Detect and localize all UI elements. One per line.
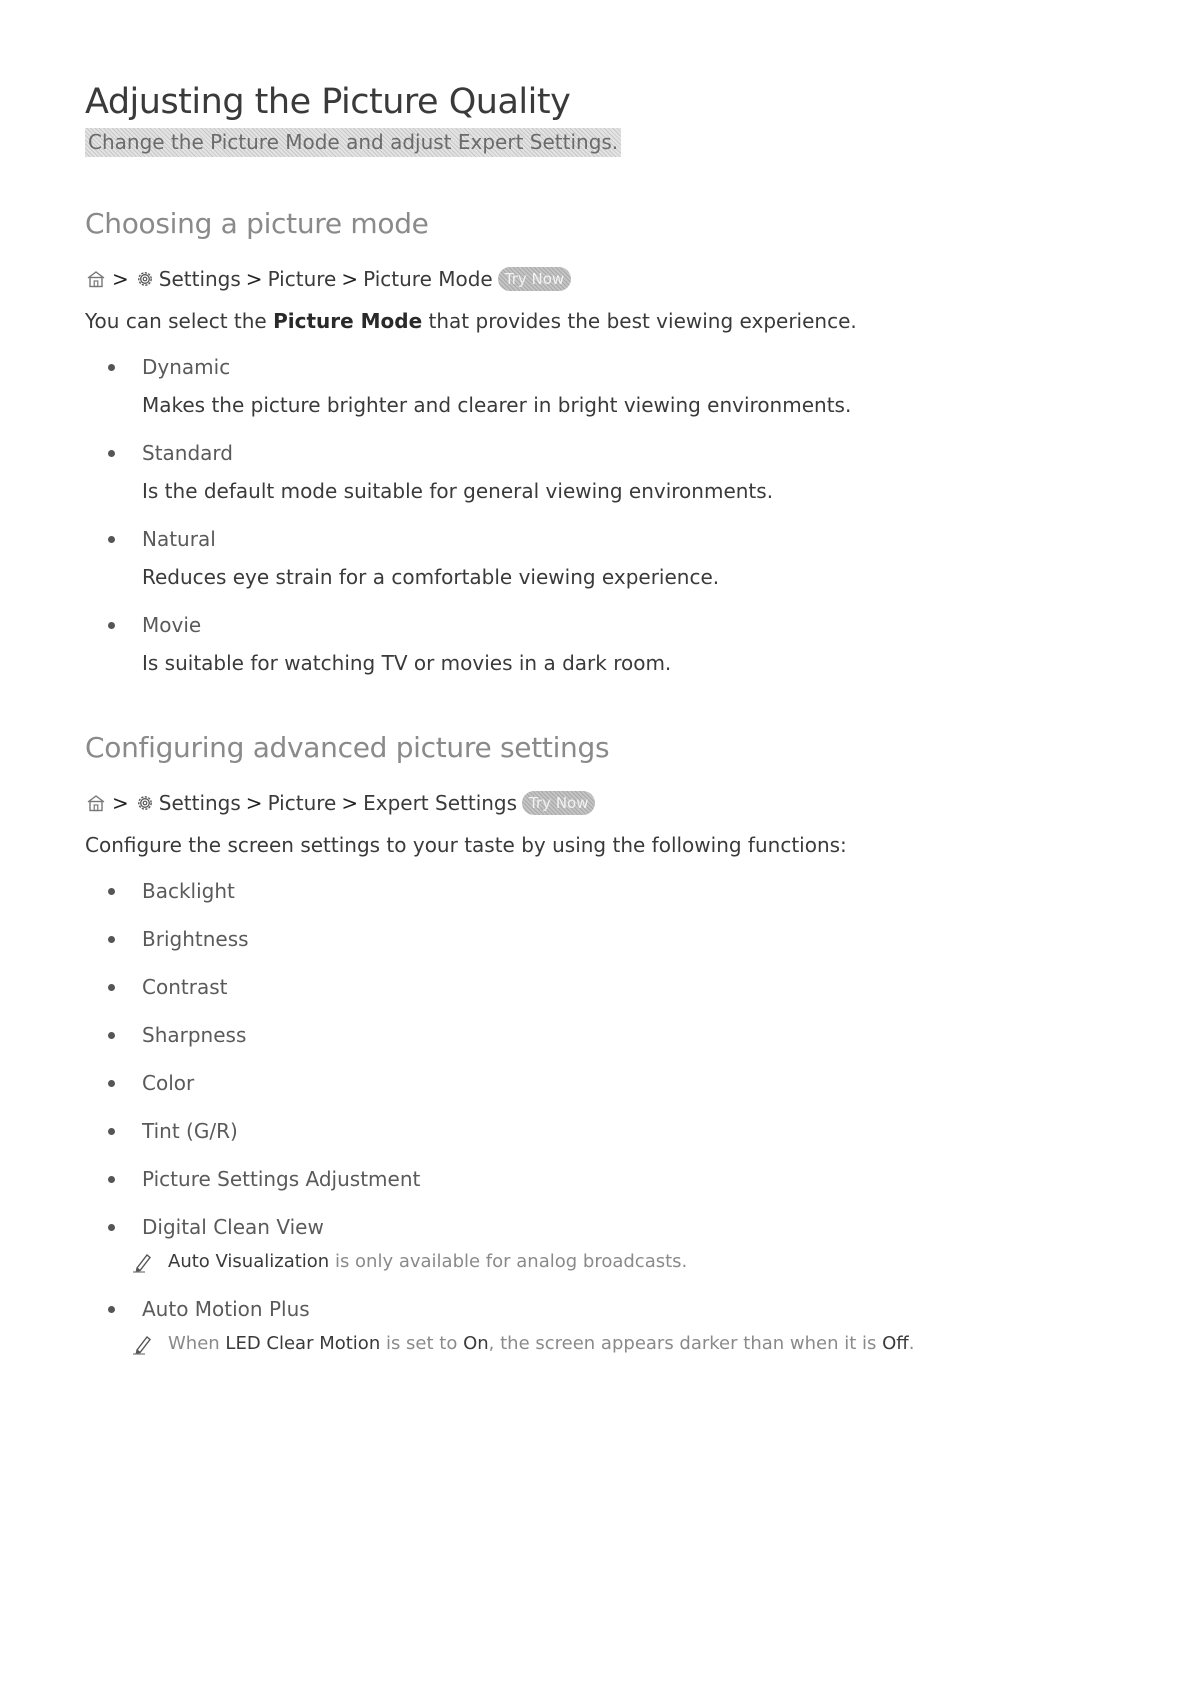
list-item <box>85 1021 1125 1049</box>
note-text: . <box>908 1333 915 1354</box>
mode-name: Standard <box>142 441 233 465</box>
bullet <box>108 450 115 457</box>
path-separator: > <box>112 791 129 815</box>
home-icon[interactable] <box>85 792 107 814</box>
intro-text: You can select the <box>85 309 274 333</box>
path-settings[interactable]: Settings <box>158 791 241 815</box>
path-separator: > <box>245 267 263 291</box>
mode-name: Movie <box>142 613 202 637</box>
function-name: Sharpness <box>142 1023 247 1047</box>
bullet <box>108 1080 115 1087</box>
expert-settings-list <box>85 877 1125 1357</box>
menu-path-picture-mode <box>85 265 1125 293</box>
path-picture[interactable]: Picture <box>267 791 337 815</box>
section-heading-picture-mode: Choosing a picture mode <box>85 207 429 240</box>
mode-name: Natural <box>142 527 216 551</box>
note-auto-visualization <box>132 1249 1125 1275</box>
bullet <box>108 936 115 943</box>
list-item <box>85 1117 1125 1145</box>
list-item <box>85 973 1125 1001</box>
note-text: , the screen appears darker than when it is <box>488 1333 883 1354</box>
path-picture[interactable]: Picture <box>267 267 337 291</box>
page-title: Adjusting the Picture Quality <box>85 82 571 122</box>
path-expert-settings[interactable]: Expert Settings <box>363 791 518 815</box>
list-item <box>85 525 1125 591</box>
note-text: When <box>168 1333 226 1354</box>
path-separator: > <box>112 267 129 291</box>
intro-picture-mode-term: Picture Mode <box>273 309 423 333</box>
mode-name: Dynamic <box>142 355 231 379</box>
list-item <box>85 877 1125 905</box>
gear-icon <box>134 268 156 290</box>
page <box>85 78 1125 1377</box>
bullet <box>108 536 115 543</box>
try-now-button[interactable]: Try Now <box>498 267 571 291</box>
list-item <box>85 611 1125 677</box>
list-item <box>85 925 1125 953</box>
list-item <box>85 1069 1125 1097</box>
mode-description: Makes the picture brighter and clearer in bright viewing environments. <box>142 393 852 417</box>
page-subtitle: Change the Picture Mode and adjust Expert Settings. <box>85 128 621 157</box>
path-picture-mode[interactable]: Picture Mode <box>363 267 493 291</box>
mode-description: Is the default mode suitable for general viewing environments. <box>142 479 774 503</box>
note-term: LED Clear Motion <box>225 1333 381 1354</box>
path-settings[interactable]: Settings <box>158 267 241 291</box>
function-name: Backlight <box>142 879 235 903</box>
note-term: On <box>463 1333 489 1354</box>
section-heading-advanced-settings: Configuring advanced picture settings <box>85 731 610 764</box>
bullet <box>108 984 115 991</box>
function-name: Auto Motion Plus <box>142 1297 310 1321</box>
bullet <box>108 1306 115 1313</box>
function-name: Digital Clean View <box>142 1215 324 1239</box>
home-icon[interactable] <box>85 268 107 290</box>
note-term: Auto Visualization <box>168 1251 330 1272</box>
path-separator: > <box>341 267 359 291</box>
intro-text: that provides the best viewing experience. <box>422 309 857 333</box>
path-separator: > <box>341 791 359 815</box>
pencil-icon <box>132 1251 154 1273</box>
try-now-button[interactable]: Try Now <box>522 791 595 815</box>
bullet <box>108 1128 115 1135</box>
pencil-icon <box>132 1333 154 1355</box>
note-term: Off <box>882 1333 909 1354</box>
advanced-settings-intro: Configure the screen settings to your taste by using the following functions: <box>85 833 847 857</box>
list-item <box>85 1295 1125 1357</box>
list-item <box>85 1213 1125 1275</box>
bullet <box>108 1224 115 1231</box>
picture-mode-intro <box>85 307 1125 335</box>
menu-path-expert-settings <box>85 789 1125 817</box>
function-name: Tint (G/R) <box>142 1119 238 1143</box>
function-name: Color <box>142 1071 195 1095</box>
note-text: is only available for analog broadcasts. <box>329 1251 688 1272</box>
mode-description: Is suitable for watching TV or movies in a dark room. <box>142 651 672 675</box>
list-item <box>85 439 1125 505</box>
bullet <box>108 1176 115 1183</box>
note-led-clear-motion <box>132 1331 1125 1357</box>
mode-description: Reduces eye strain for a comfortable viewing experience. <box>142 565 720 589</box>
bullet <box>108 622 115 629</box>
list-item <box>85 353 1125 419</box>
function-name: Contrast <box>142 975 228 999</box>
note-text: is set to <box>380 1333 464 1354</box>
path-separator: > <box>245 791 263 815</box>
function-name: Brightness <box>142 927 249 951</box>
picture-mode-list <box>85 353 1125 677</box>
function-name: Picture Settings Adjustment <box>142 1167 421 1191</box>
bullet <box>108 1032 115 1039</box>
bullet <box>108 888 115 895</box>
list-item <box>85 1165 1125 1193</box>
gear-icon <box>134 792 156 814</box>
bullet <box>108 364 115 371</box>
